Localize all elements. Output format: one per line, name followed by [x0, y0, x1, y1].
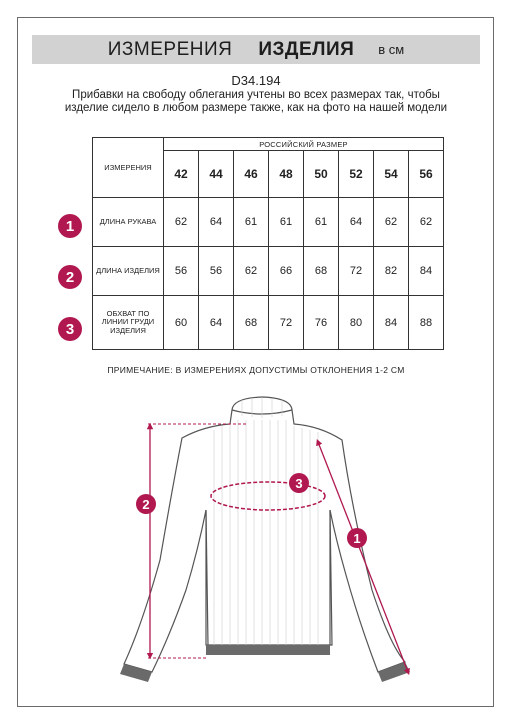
row-number-badge: 1 — [58, 214, 82, 238]
size-header: 50 — [304, 151, 339, 198]
table-cell: 88 — [409, 296, 444, 350]
title-word-measurements: ИЗМЕРЕНИЯ — [107, 38, 233, 60]
row-label-item-length: ДЛИНА ИЗДЕЛИЯ — [93, 247, 164, 296]
title-bar — [32, 35, 480, 64]
title-unit: в см — [378, 42, 405, 57]
size-group-header: РОССИЙСКИЙ РАЗМЕР — [164, 138, 444, 151]
row-number-badge: 3 — [58, 317, 82, 341]
table-cell: 68 — [234, 296, 269, 350]
size-header: 42 — [164, 151, 199, 198]
size-header: 52 — [339, 151, 374, 198]
measure-header: ИЗМЕРЕНИЯ — [93, 138, 164, 198]
table-cell: 61 — [304, 198, 339, 247]
marker-badge-3 — [289, 473, 309, 493]
table-cell: 64 — [199, 296, 234, 350]
size-header: 54 — [374, 151, 409, 198]
marker-label: 3 — [295, 476, 303, 491]
table-cell: 62 — [234, 247, 269, 296]
table-cell: 62 — [409, 198, 444, 247]
rib-texture — [214, 397, 318, 645]
row-number-badge: 2 — [58, 265, 82, 289]
table-cell: 62 — [374, 198, 409, 247]
hem-band — [206, 645, 330, 655]
table-cell: 84 — [409, 247, 444, 296]
table-cell: 62 — [164, 198, 199, 247]
size-header: 44 — [199, 151, 234, 198]
table-row — [93, 247, 444, 296]
size-header: 48 — [269, 151, 304, 198]
intro-note: Прибавки на свободу облегания учтены во всех размерах так, чтобы изделие сидело в любом размере также, как на фото на нашей модели — [64, 89, 448, 114]
row-label-sleeve-length: ДЛИНА РУКАВА — [93, 198, 164, 247]
article-code: D34.194 — [231, 73, 281, 88]
title-word-item: ИЗДЕЛИЯ — [258, 38, 355, 60]
marker-badge-1 — [347, 528, 367, 548]
row-label-chest-girth: ОБХВАТ ПО ЛИНИИ ГРУДИ ИЗДЕЛИЯ — [93, 296, 164, 350]
marker-label: 2 — [142, 497, 150, 512]
table-cell: 61 — [234, 198, 269, 247]
table-row — [93, 198, 444, 247]
table-cell: 64 — [339, 198, 374, 247]
table-cell: 72 — [339, 247, 374, 296]
marker-label: 1 — [353, 531, 361, 546]
size-header: 46 — [234, 151, 269, 198]
table-cell: 80 — [339, 296, 374, 350]
table-cell: 56 — [164, 247, 199, 296]
table-row — [93, 296, 444, 350]
table-cell: 84 — [374, 296, 409, 350]
sweater-diagram — [0, 390, 512, 700]
table-cell: 60 — [164, 296, 199, 350]
size-table — [92, 137, 444, 350]
table-cell: 64 — [199, 198, 234, 247]
table-cell: 56 — [199, 247, 234, 296]
table-cell: 72 — [269, 296, 304, 350]
table-cell: 76 — [304, 296, 339, 350]
table-cell: 82 — [374, 247, 409, 296]
marker-badge-2 — [136, 494, 156, 514]
table-cell: 61 — [269, 198, 304, 247]
tolerance-remark: ПРИМЕЧАНИЕ: В ИЗМЕРЕНИЯХ ДОПУСТИМЫ ОТКЛОНЕНИЯ 1-2 СМ — [107, 365, 405, 375]
table-cell: 66 — [269, 247, 304, 296]
left-cuff — [120, 664, 152, 682]
table-cell: 68 — [304, 247, 339, 296]
size-header: 56 — [409, 151, 444, 198]
